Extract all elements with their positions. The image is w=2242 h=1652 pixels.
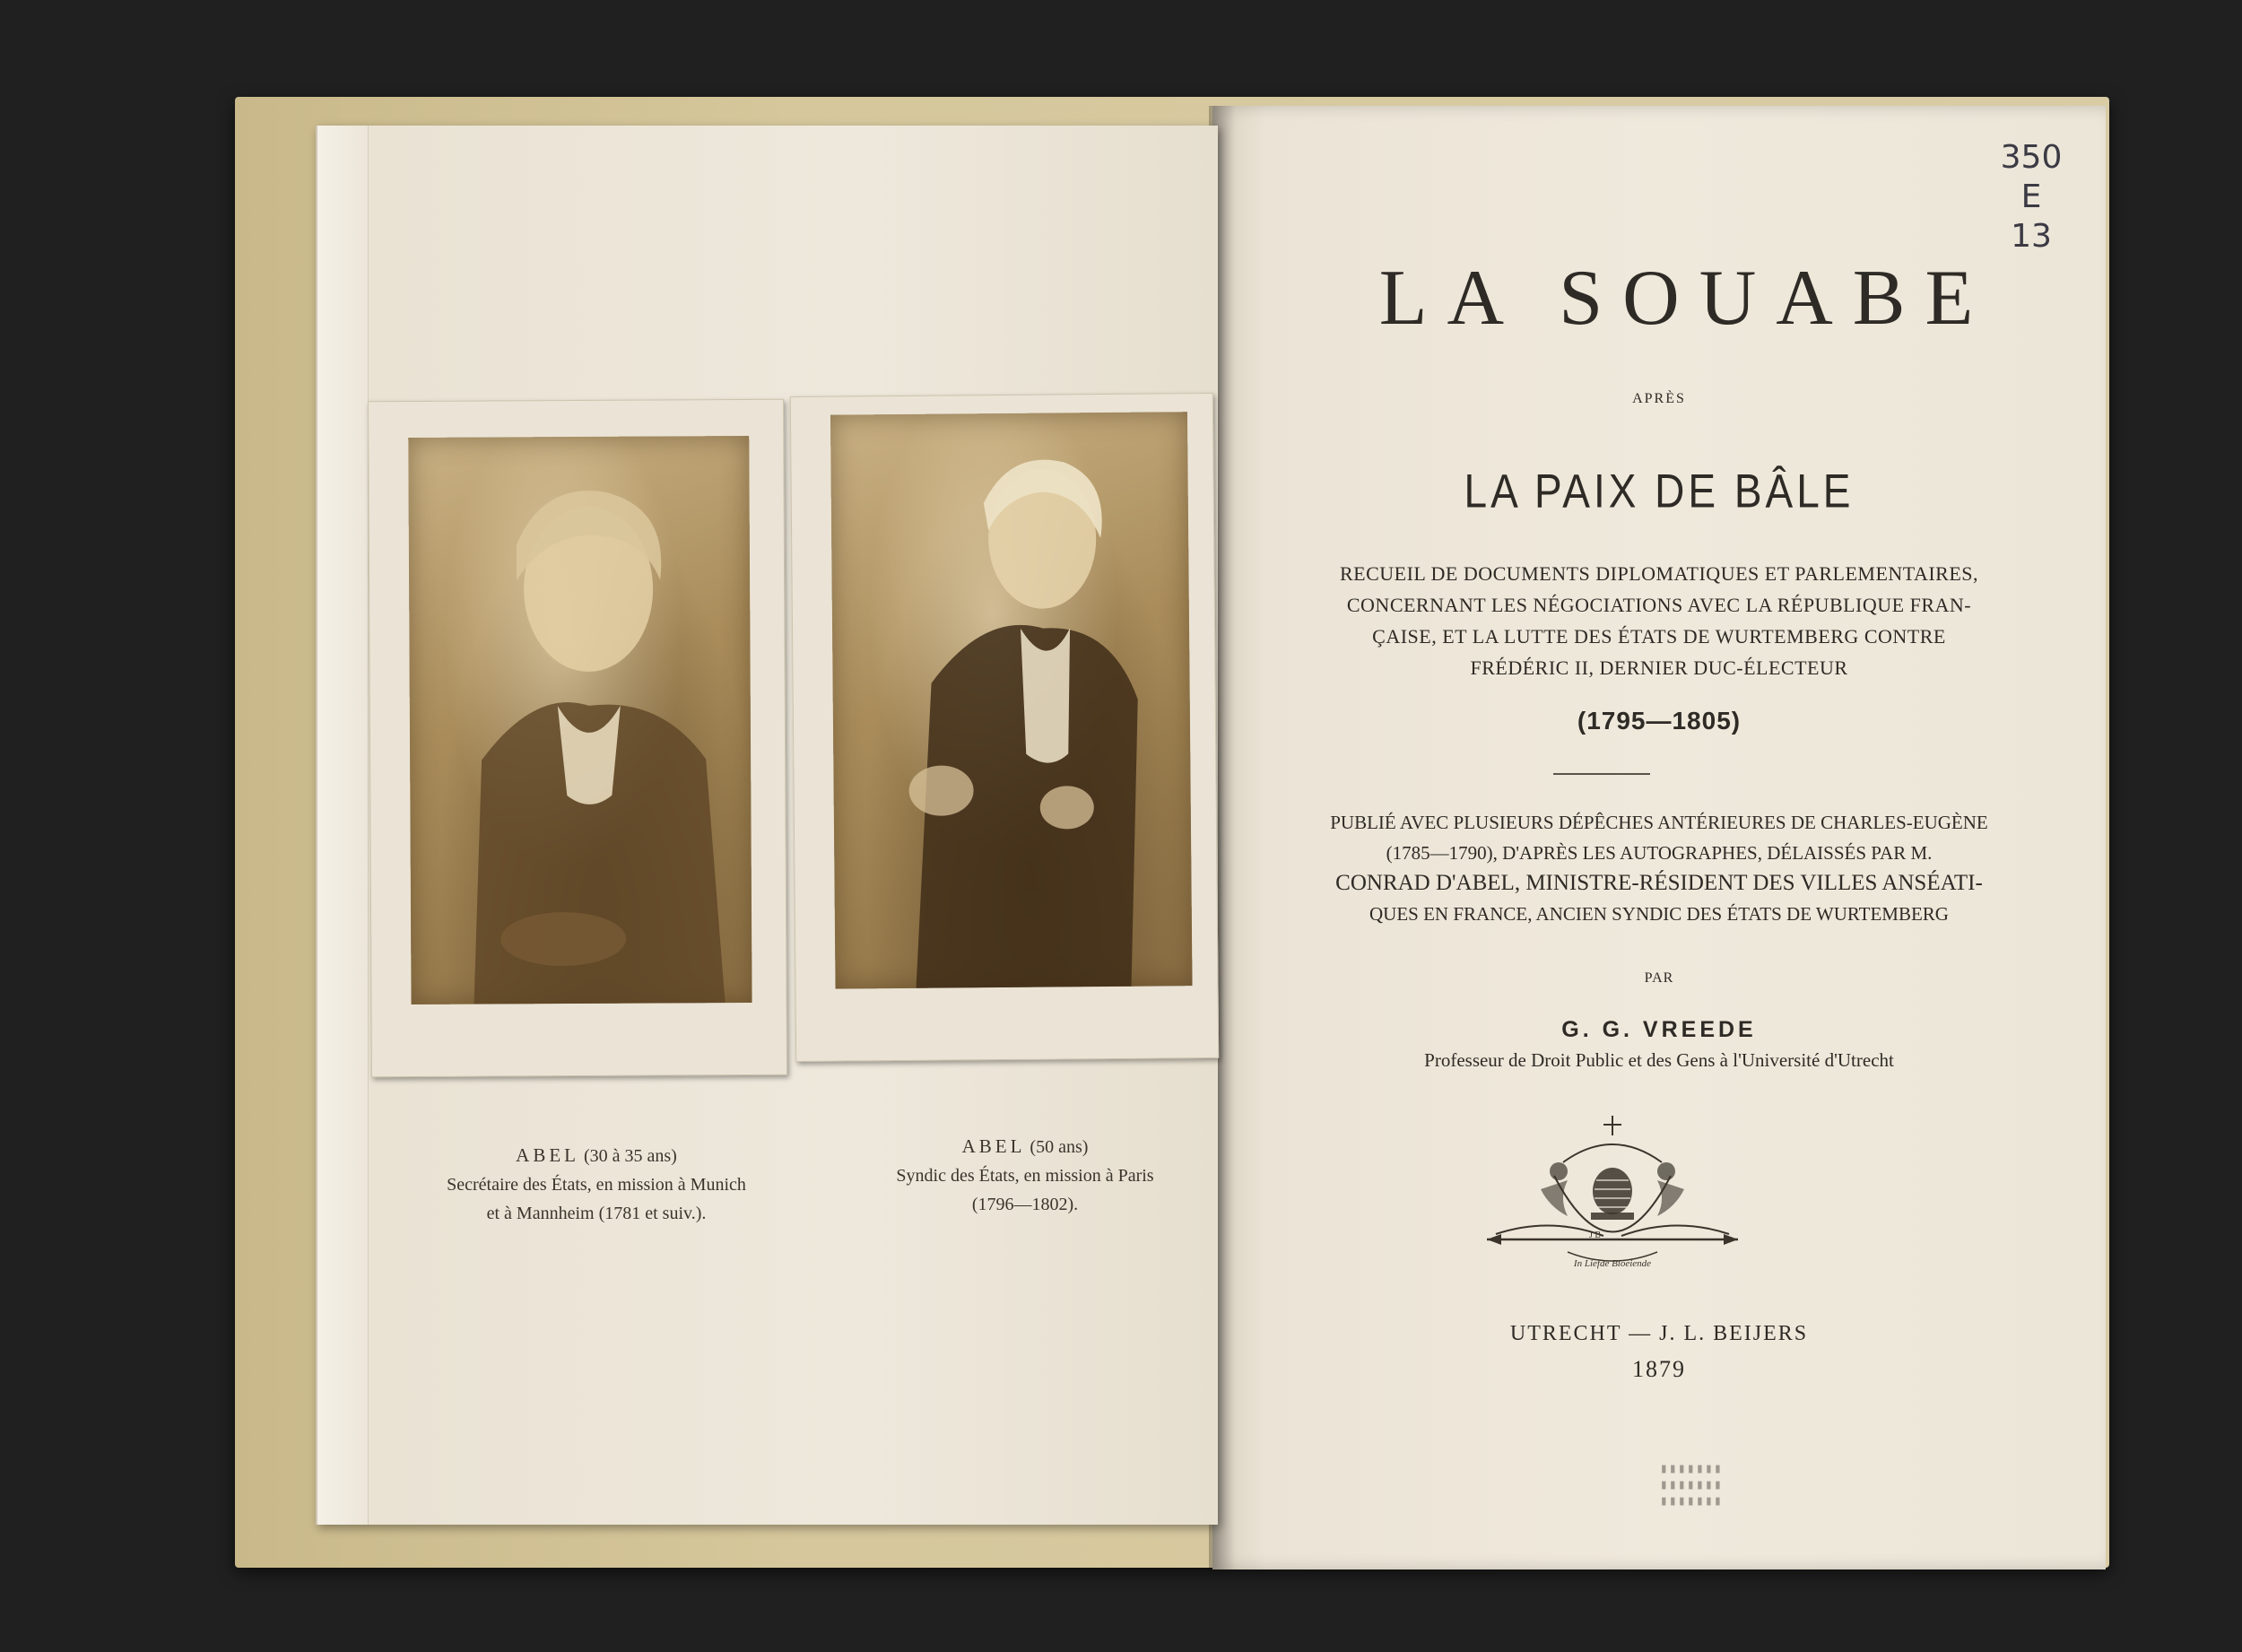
caption-abel-older [823, 1132, 1227, 1219]
portrait-photo-abel-older [830, 412, 1193, 988]
caption-age: (30 à 35 ans) [583, 1146, 677, 1166]
date-range: (1795—1805) [1577, 707, 1742, 735]
publication-year: 1879 [1632, 1356, 1686, 1382]
book-subtitle: LA PAIX DE BÂLE [1464, 464, 1855, 517]
caption-name: ABEL [516, 1144, 579, 1166]
shelfmark-line: 350 [2000, 139, 2063, 176]
publication-line: CONRAD D'ABEL, MINISTRE-RÉSIDENT DES VILLES ANSÉATI- [1335, 871, 1983, 895]
publication-line: PUBLIÉ AVEC PLUSIEURS DÉPÊCHES ANTÉRIEURES DE CHARLES-EUGÈNE [1330, 812, 1988, 833]
publisher-imprint: UTRECHT — J. L. BEIJERS [1509, 1322, 1809, 1345]
description-line: RECUEIL DE DOCUMENTS DIPLOMATIQUES ET PARLEMENTAIRES, [1339, 562, 1979, 585]
caption-name: ABEL [961, 1135, 1026, 1157]
handwritten-shelfmark [1982, 138, 2081, 256]
emblem-motto: In Liefde Bloeiende [1573, 1258, 1652, 1269]
publication-note [1212, 807, 2106, 929]
offset-library-stamp: ▮▮▮▮▮▮▮ ▮▮▮▮▮▮▮ ▮▮▮▮▮▮▮ [1658, 1460, 1722, 1509]
caption-line: Secrétaire des États, en mission à Munich [447, 1175, 746, 1195]
title-connector: APRÈS [1632, 391, 1686, 406]
photo-mount-abel-young [368, 399, 787, 1077]
publication-line: QUES EN FRANCE, ANCIEN SYNDIC DES ÉTATS DE WURTEMBERG [1369, 903, 1949, 925]
caption-age: (50 ans) [1030, 1137, 1089, 1157]
author-role: Professeur de Droit Public et des Gens à l'Université d'Utrecht [1424, 1049, 1894, 1071]
caption-line: et à Mannheim (1781 et suiv.). [486, 1204, 707, 1223]
photo-mount-abel-older [790, 393, 1219, 1062]
portrait-figure-icon [408, 436, 752, 1004]
shelfmark-line: E [2020, 178, 2042, 215]
publication-line: (1785—1790), D'APRÈS LES AUTOGRAPHES, DÉLAISSÉS PAR M. [1386, 842, 1933, 864]
book-title: LA SOUABE [1378, 255, 1994, 342]
shelfmark-line: 13 [2011, 218, 2052, 255]
by-label: PAR [1644, 970, 1674, 986]
beehive-printer-mark-icon [1478, 1109, 1747, 1275]
portrait-figure-icon [830, 412, 1193, 988]
description-line: ÇAISE, ET LA LUTTE DES ÉTATS DE WURTEMBERG CONTRE [1372, 625, 1946, 648]
caption-line: Syndic des États, en mission à Paris [896, 1166, 1154, 1186]
caption-line: (1796—1802). [971, 1195, 1079, 1214]
portrait-photo-abel-young [408, 436, 752, 1004]
author-name: G. G. VREEDE [1561, 1017, 1757, 1042]
description-line: CONCERNANT LES NÉGOCIATIONS AVEC LA RÉPUBLIQUE FRAN- [1346, 594, 1972, 616]
divider-rule [1553, 773, 1650, 775]
description-block [1212, 558, 2106, 683]
caption-abel-young [395, 1141, 798, 1228]
description-line: FRÉDÉRIC II, DERNIER DUC-ÉLECTEUR [1470, 656, 1848, 679]
emblem-initials: J B [1589, 1230, 1602, 1240]
